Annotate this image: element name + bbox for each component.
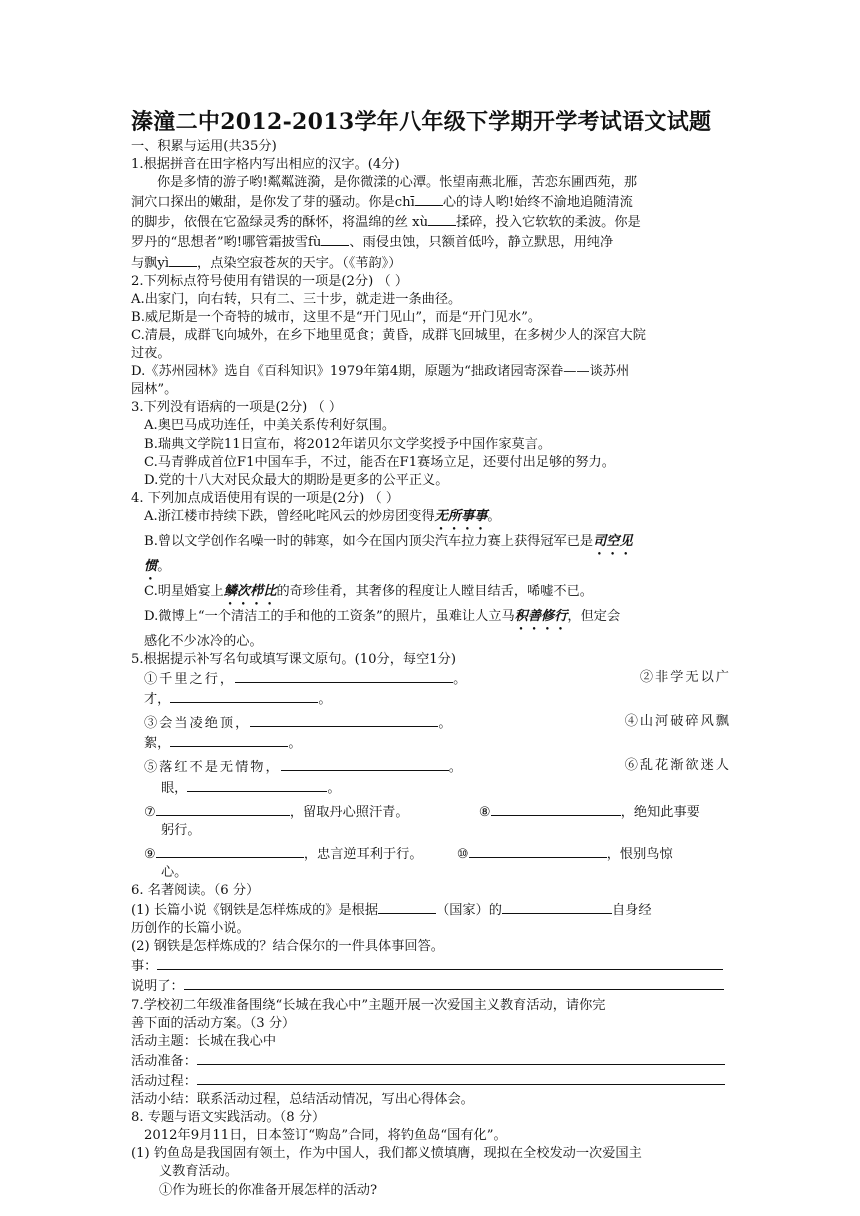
q4-option-b-cont: 惯。 (144, 558, 171, 574)
q4-idiom-c: 鳞次栉比 (223, 583, 277, 599)
q2-option-c: C.清晨，成群飞向城外，在乡下地里觅食；黄昏，成群飞回城里，在多树少人的深宫大院 (131, 327, 646, 343)
q3-option-a: A.奥巴马成功连任，中美关系传利好氛围。 (144, 418, 396, 434)
q5-row: 心。 (161, 864, 188, 880)
answer-line[interactable] (197, 1071, 725, 1085)
fill-blank[interactable] (250, 713, 438, 727)
exam-page (131, 108, 731, 1200)
q4-idiom-d: 积善修行 (514, 608, 568, 624)
q5-row: ⑦ ，留取丹心照汗青。 ⑧ ，绝知此事要 (131, 802, 731, 822)
pinyin-blank[interactable] (169, 253, 197, 267)
q1-passage-line: 的脚步，依偎在它盈绿灵秀的酥怀，将温绵的丝 xù 揉碎，投入它软软的柔波。你是 (131, 212, 731, 232)
q3-option-b: B.瑞典文学院11日宣布，将2012年诺贝尔文学奖授予中国作家莫言。 (144, 436, 552, 452)
question-4-heading: 4. 下列加点成语使用有误的一项是(2分) （ ） (131, 490, 400, 506)
q3-option-c: C.马青骅成首位F1中国车手，不过，能否在F1赛场立足，还要付出足够的努力。 (144, 454, 615, 470)
q4-option-d: D.微博上“一个清洁工的手和他的工资条”的照片，虽难让人立马积善修行，但定会 (144, 608, 621, 624)
q7-summary: 活动小结：联系活动过程，总结活动情况，写出心得体会。 (131, 1092, 474, 1108)
question-6-heading: 6. 名著阅读。（6 分） (131, 883, 260, 898)
answer-line[interactable] (197, 1051, 725, 1065)
fill-blank[interactable] (170, 689, 318, 703)
fill-blank[interactable] (491, 802, 621, 816)
q5-row: 眼， 。 (131, 778, 731, 798)
q2-option-c-cont: 过夜。 (131, 346, 171, 362)
q5-row: ③会当凌绝顶， 。 ④山河破碎风飘 (144, 714, 731, 732)
fill-blank[interactable] (502, 900, 612, 914)
q4-option-c: C.明星婚宴上鳞次栉比的奇珍佳肴，其奢侈的程度让人瞠目结舌，唏嘘不已。 (144, 583, 593, 599)
answer-line[interactable] (157, 956, 723, 970)
section-heading: 一、积累与运用(共35分) (131, 139, 277, 154)
fill-blank[interactable] (187, 778, 327, 792)
q4-option-d-cont: 感化不少冰冷的心。 (144, 633, 263, 649)
q5-row: 躬行。 (161, 822, 201, 838)
q4-idiom-b: 司空见 (593, 533, 633, 549)
question-3-heading: 3.下列没有语病的一项是(2分) （ ） (131, 400, 343, 416)
fill-blank[interactable] (469, 844, 607, 858)
pinyin-blank[interactable] (415, 192, 443, 206)
fill-blank[interactable] (281, 757, 449, 771)
q7-process: 活动过程： (131, 1071, 731, 1091)
q8-part1: (1) 钓鱼岛是我国固有领土，作为中国人，我们都义愤填膺，现拟在全校发动一次爱国主 (131, 1146, 642, 1162)
q1-passage-line: 你是多情的游子哟!粼粼涟漪，是你微漾的心潭。怅望南燕北雁，苦恋东圃西苑，那 (157, 175, 638, 191)
question-5-heading: 5.根据提示补写名句或填写课文原句。(10分，每空1分) (131, 651, 456, 667)
page-title: 溱潼二中2012-2013学年八年级下学期开学考试语文试题 (131, 109, 712, 135)
q7-preparation: 活动准备： (131, 1051, 731, 1071)
q5-row: 才， 。 (131, 689, 731, 709)
q2-option-b: B.威尼斯是一个奇特的城市，这里不是“开门见山”，而是“开门见水”。 (131, 309, 542, 325)
fill-blank[interactable] (170, 733, 288, 747)
q2-option-d-cont: 园林”。 (131, 382, 178, 398)
q4-option-a: A.浙江楼市持续下跌，曾经叱咤风云的炒房团变得无所事事。 (144, 508, 501, 524)
q6-part1: (1) 长篇小说《钢铁是怎样炼成的》是根据 （国家）的 自身经 (131, 900, 731, 920)
question-7-heading: 7.学校初二年级准备围绕“长城在我心中”主题开展一次爱国主义教育活动，请你完 (131, 997, 606, 1013)
q7-theme: 活动主题：长城在我心中 (131, 1033, 277, 1049)
q3-option-d: D.党的十八大对民众最大的期盼是更多的公平正义。 (144, 472, 449, 488)
q8-subquestion: ①作为班长的你准备开展怎样的活动? (159, 1182, 378, 1198)
q6-part1-cont: 历创作的长篇小说。 (131, 921, 250, 937)
question-1-heading: 1.根据拼音在田字格内写出相应的汉字。(4分) (131, 157, 400, 173)
question-8-heading: 8. 专题与语文实践活动。（8 分） (131, 1110, 326, 1126)
q1-passage-line: 罗丹的“思想者”哟!哪管霜披雪fù 、雨侵虫蚀，只额首低吟，静立默思，用纯净 (131, 232, 731, 252)
q4-idiom-a: 无所事事 (434, 508, 488, 524)
question-7-heading-cont: 善下面的活动方案。（3 分） (131, 1015, 296, 1031)
q5-row: 絮， 。 (131, 733, 731, 753)
fill-blank[interactable] (235, 669, 453, 683)
q5-row: ⑨ ，忠言逆耳利于行。 ⑩ ，恨别鸟惊 (131, 844, 731, 864)
pinyin-blank[interactable] (428, 212, 456, 226)
fill-blank[interactable] (378, 900, 436, 914)
answer-line[interactable] (184, 976, 724, 990)
q6-answer-event: 事： (131, 956, 731, 976)
q2-option-a: A.出家门，向右转，只有二、三十步，就走进一条曲径。 (131, 291, 462, 307)
fill-blank[interactable] (156, 802, 290, 816)
q1-passage-line: 与飘yì ，点染空寂苍灰的天宇。（《苇韵》） (131, 253, 731, 273)
q6-answer-explanation: 说明了： (131, 976, 731, 996)
q8-news: 2012年9月11日，日本签订“购岛”合同，将钓鱼岛“国有化”。 (144, 1128, 507, 1144)
q5-row: ⑤落红不是无情物， 。 ⑥乱花渐欲迷人 (144, 758, 731, 776)
q1-passage-line: 洞穴口探出的嫩甜，是你发了芽的骚动。你是chī 心的诗人哟!始终不渝地追随清流 (131, 192, 731, 212)
q2-option-d: D.《苏州园林》选自《百科知识》1979年第4期，原题为“拙政诸园寄深眷——谈苏州 (131, 364, 630, 380)
q5-row: ①千里之行， 。 ②非学无以广 (144, 670, 731, 688)
fill-blank[interactable] (156, 844, 304, 858)
q4-option-b: B.曾以文学创作名噪一时的韩寒，如今在国内顶尖汽车拉力赛上获得冠军已是司空见 (144, 533, 633, 549)
q8-part1-cont: 义教育活动。 (159, 1164, 239, 1180)
pinyin-blank[interactable] (321, 232, 349, 246)
question-2-heading: 2.下列标点符号使用有错误的一项是(2分) （ ） (131, 273, 409, 289)
q6-part2: (2) 钢铁是怎样炼成的？结合保尔的一件具体事回答。 (131, 939, 444, 955)
